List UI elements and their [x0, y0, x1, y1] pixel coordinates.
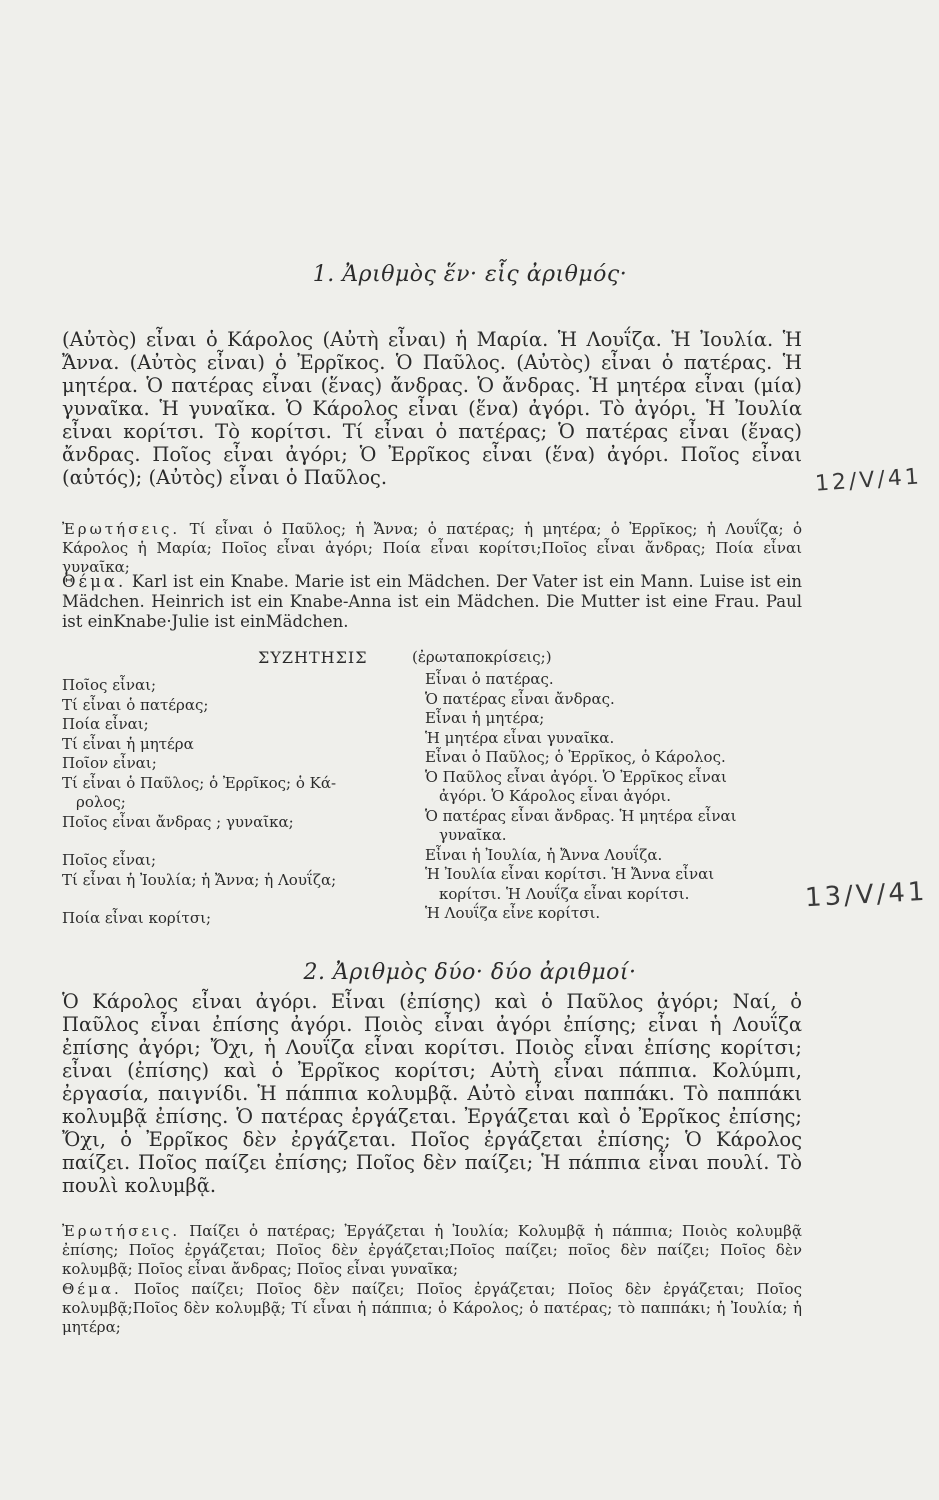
- discussion-question: ρολος;: [76, 793, 126, 811]
- discussion-question: Τί εἶναι ἡ Ἰουλία; ἡ Ἄννα; ἡ Λουΐζα;: [62, 870, 337, 889]
- theme-label: Θέμα.: [62, 572, 127, 591]
- discussion-question: Τί εἶναι ὁ Παῦλος; ὁ Ἐρρῖκος; ὁ Κά-: [62, 773, 337, 792]
- section-2-heading: 2. Ἀριθμὸς δύο· δύο ἀριθμοί·: [303, 960, 637, 985]
- discussion-answer: Εἶναι ὁ πατέρας.: [425, 670, 554, 688]
- discussion-question: Ποῖος εἶναι ἄνδρας ; γυναῖκα;: [62, 812, 294, 831]
- discussion-answer: Ὁ πατέρας εἶναι ἄνδρας.: [425, 689, 615, 708]
- discussion-answer: Ἡ Λουΐζα εἶνε κορίτσι.: [425, 904, 601, 922]
- discussion-answer: ἀγόρι. Ὁ Κάρολος εἶναι ἀγόρι.: [439, 787, 672, 805]
- discussion-answer: Εἶναι ἡ μητέρα;: [425, 709, 545, 727]
- discussion-answers-column: [425, 670, 797, 924]
- discussion-question: Ποία εἶναι;: [62, 715, 149, 733]
- questions-text: Τί εἶναι ὁ Παῦλος; ἡ Ἄννα; ὁ πατέρας; ἡ μητέρα; ὁ Ἐρρῖκος; ἡ Λουΐζα; ὁ Κάρολος ἡ Μαρία; Ποῖος εἶναι ἀγόρι; Ποία εἶναι κορίτσι;Ποῖος εἶναι ἄνδρας; Ποία εἶναι γυναῖκα;: [62, 520, 802, 576]
- handwritten-date-note: 13/V/41: [804, 876, 929, 914]
- theme-text: Karl ist ein Knabe. Marie ist ein Mädchen. Der Vater ist ein Mann. Luise ist ein Mädchen. Heinrich ist ein Knabe-Anna ist ein Mädchen. Die Mutter ist eine Frau. Paul ist einKnabe·Julie ist einMädchen.: [62, 572, 802, 631]
- theme-label: Θέμα.: [62, 1280, 122, 1298]
- discussion-answer: κορίτσι. Ἡ Λουΐζα εἶναι κορίτσι.: [439, 884, 690, 903]
- discussion-question: Ποῖος εἶναι;: [62, 851, 157, 869]
- section-1-paragraph: (Αὐτὸς) εἶναι ὁ Κάρολος (Αὐτὴ εἶναι) ἡ Μαρία. Ἡ Λουΐζα. Ἡ Ἰουλία. Ἡ Ἄννα. (Αὐτὸς εἶναι) ὁ Ἐρρῖκος. Ὁ Παῦλος. (Αὐτὸς) εἶναι ὁ πατέρας. Ἡ μητέρα. Ὁ πατέρας εἶναι (ἕνας) ἄνδρας. Ὁ ἄνδρας. Ἡ μητέρα εἶναι (μία) γυναῖκα. Ἡ γυναῖκα. Ὁ Κάρολος εἶναι (ἕνα) ἀγόρι. Τὸ ἀγόρι. Ἡ Ἰουλία εἶναι κορίτσι. Τὸ κορίτσι. Τί εἶναι ὁ πατέρας; Ὁ πατέρας εἶναι (ἕνας) ἄνδρας. Ποῖος εἶναι ἀγόρι; Ὁ Ἐρρῖκος εἶναι (ἕνα) ἀγόρι. Ποῖος εἶναι (αὐτός); (Αὐτὸς) εἶναι ὁ Παῦλος.: [62, 328, 802, 489]
- discussion-answer: Ἡ Ἰουλία εἶναι κορίτσι. Ἡ Ἄννα εἶναι: [425, 865, 715, 883]
- discussion-question: Τί εἶναι ἡ μητέρα: [62, 734, 194, 753]
- discussion-answer: Ὁ Παῦλος εἶναι ἀγόρι. Ὁ Ἐρρῖκος εἶναι: [425, 767, 727, 786]
- discussion-subtitle: (ἐρωταποκρίσεις;): [412, 648, 552, 666]
- discussion-answer: γυναῖκα.: [439, 826, 507, 844]
- questions-label: Ἐρωτήσεις.: [62, 1222, 181, 1240]
- discussion-answer: Ἡ μητέρα εἶναι γυναῖκα.: [425, 728, 615, 747]
- discussion-answer: Εἶναι ἡ Ἰουλία, ἡ Ἄννα Λουΐζα.: [425, 845, 663, 864]
- discussion-question: Ποία εἶναι κορίτσι;: [62, 909, 212, 927]
- section-1-theme: [62, 572, 802, 632]
- discussion-question: Ποῖος εἶναι;: [62, 676, 157, 694]
- discussion-answer: Εἶναι ὁ Παῦλος; ὁ Ἐρρῖκος, ὁ Κάρολος.: [425, 748, 726, 766]
- discussion-answer: Ὁ πατέρας εἶναι ἄνδρας. Ἡ μητέρα εἶναι: [425, 806, 737, 825]
- discussion-title: ΣΥΖΗΤΗΣΙΣ: [258, 648, 368, 667]
- questions-label: Ἐρωτήσεις.: [62, 520, 181, 538]
- section-2-questions: [62, 1222, 802, 1279]
- handwritten-date-note: 12/V/41: [814, 464, 923, 497]
- section-2-paragraph: Ὁ Κάρολος εἶναι ἀγόρι. Εἶναι (ἐπίσης) καὶ ὁ Παῦλος ἀγόρι; Ναί, ὁ Παῦλος εἶναι ἐπίσης ἀγόρι. Ποιὸς εἶναι ἀγόρι ἐπίσης; εἶναι ἡ Λουΐζα ἐπίσης ἀγόρι; Ὄχι, ἡ Λουΐζα εἶναι κορίτσι. Ποιὸς εἶναι ἐπίσης κορίτσι; εἶναι (ἐπίσης) καὶ ὁ Ἐρρῖκος κορίτσι; Αὐτὴ εἶναι πάππια. Κολύμπι, ἐργασία, παιγνίδι. Ἡ πάππια κολυμβᾷ. Αὐτὸ εἶναι παππάκι. Τὸ παππάκι κολυμβᾷ ἐπίσης. Ὁ πατέρας ἐργάζεται. Ἐργάζεται καὶ ὁ Ἐρρῖκος ἐπίσης; Ὄχι, ὁ Ἐρρῖκος δὲν ἐργάζεται. Ποῖος ἐργάζεται ἐπίσης; Ὁ Κάρολος παίζει. Ποῖος παίζει ἐπίσης; Ποῖος δὲν παίζει; Ἡ πάππια εἶναι πουλί. Τὸ πουλὶ κολυμβᾷ.: [62, 990, 802, 1197]
- discussion-question: Τί εἶναι ὁ πατέρας;: [62, 695, 209, 714]
- section-1-heading: 1. Ἀριθμὸς ἕν· εἷς ἀριθμός·: [312, 262, 628, 287]
- section-2-theme: [62, 1280, 802, 1337]
- questions-text: Παίζει ὁ πατέρας; Ἐργάζεται ἡ Ἰουλία; Κολυμβᾷ ἡ πάππια; Ποιὸς κολυμβᾷ ἐπίσης; Ποῖος ἐργάζεται; Ποῖος δὲν ἐργάζεται;Ποῖος παίζει; ποῖος δὲν παίζει; Ποῖος δὲν κολυμβᾷ; Ποῖος εἶναι ἄνδρας; Ποῖος εἶναι γυναῖκα;: [62, 1222, 802, 1278]
- discussion-questions-column: [62, 676, 407, 929]
- section-1-questions: [62, 520, 802, 577]
- theme-text: Ποῖος παίζει; Ποῖος δὲν παίζει; Ποῖος ἐργάζεται; Ποῖος δὲν ἐργάζεται; Ποῖος κολυμβᾷ;Ποῖος δὲν κολυμβᾷ; Τί εἶναι ἡ πάππια; ὁ Κάρολος; ὁ πατέρας; τὸ παππάκι; ἡ Ἰουλία; ἡ μητέρα;: [62, 1280, 802, 1336]
- discussion-question: Ποῖον εἶναι;: [62, 754, 157, 772]
